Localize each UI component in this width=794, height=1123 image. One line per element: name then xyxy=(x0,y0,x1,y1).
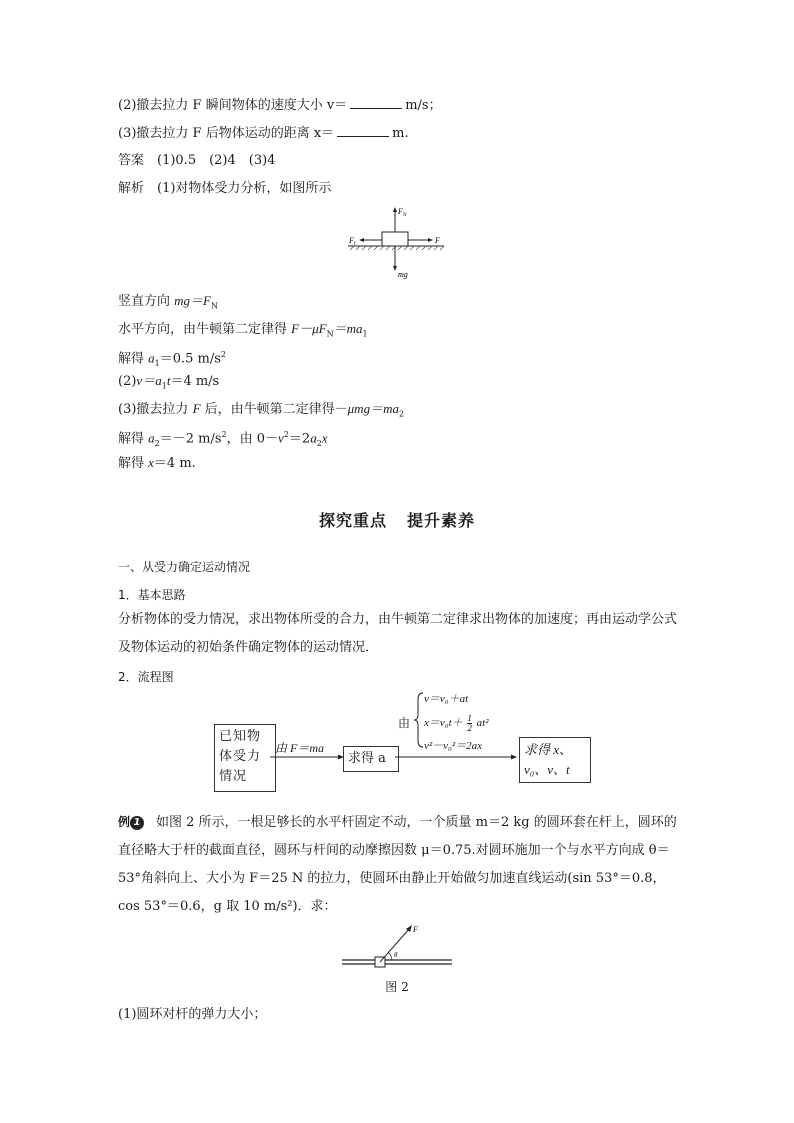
step-text: (3)撤去拉力 xyxy=(118,402,193,417)
fraction-num: 1 xyxy=(467,713,472,723)
step-6 xyxy=(118,426,328,453)
step-math: v xyxy=(278,430,284,446)
question-2-text: (2)撤去拉力 F 瞬间物体的速度大小 v＝ xyxy=(118,98,348,113)
step-text: ＝2 xyxy=(288,431,311,447)
step-5 xyxy=(118,400,404,424)
equation-2 xyxy=(424,714,489,733)
question-2-unit: m/s； xyxy=(405,98,442,113)
flow-arrow-1-label xyxy=(275,739,324,757)
basic-idea-paragraph: 分析物体的受力情况，求出物体所受的合力，由牛顿第二定律求出物体的加速度；再由运动学公式及物体运动的初始条件确定物体的运动情况． xyxy=(118,612,678,655)
step-sub: 2 xyxy=(316,438,322,448)
gravity-label: mg xyxy=(398,270,408,279)
step-math: x xyxy=(148,455,154,470)
step-math: －μF xyxy=(299,321,327,336)
flow-box-result-line: 求得 x、 xyxy=(524,742,573,757)
step-math: a xyxy=(148,430,155,446)
flow-box-result-line: v₀、v、t xyxy=(524,762,570,777)
subsection-1-2: 2．流程图 xyxy=(118,670,174,684)
fraction-den: 2 xyxy=(467,723,472,733)
step-4 xyxy=(118,372,219,396)
step-sub: 2 xyxy=(154,438,160,448)
step-text: 水平方向，由牛顿第二定律得 xyxy=(118,322,292,337)
answer-blank xyxy=(350,96,402,109)
example-number-badge: 1 xyxy=(130,816,144,830)
subsection-1: 一、从受力确定运动情况 xyxy=(118,560,251,574)
step-math: t xyxy=(166,373,171,388)
step-sup: 2 xyxy=(220,350,227,359)
step-text: 解得 xyxy=(118,431,149,447)
step-3 xyxy=(118,346,226,373)
step-text: ＝4 m. xyxy=(153,456,196,471)
step-math: v xyxy=(136,373,143,388)
flow-by-label: 由 xyxy=(398,716,411,730)
step-sub: N xyxy=(210,301,218,311)
step-math: a xyxy=(148,350,155,366)
section-title-part: 提升素养 xyxy=(407,511,476,530)
answer-blank xyxy=(337,124,389,137)
equation-1: v＝v₀＋at xyxy=(424,693,469,705)
step-sup: 2 xyxy=(283,430,289,439)
step-math: mg xyxy=(174,293,191,308)
question-3 xyxy=(118,124,409,143)
analysis-intro: 解析 (1)对物体受力分析，如图所示 xyxy=(118,181,332,196)
step-2 xyxy=(118,320,368,344)
step-text: 解得 xyxy=(118,351,149,367)
block xyxy=(382,232,408,246)
flow-box-acceleration xyxy=(343,746,399,772)
figure-2-caption: 图 2 xyxy=(385,980,409,994)
step-text: 后，由牛顿第二定律得－ xyxy=(200,402,348,417)
friction-sub: f xyxy=(354,242,356,247)
example-paragraph xyxy=(118,808,680,921)
equation-2-part: at² xyxy=(476,717,489,730)
subsection-1-1: 1．基本思路 xyxy=(118,588,186,602)
step-sub: 1 xyxy=(161,381,167,391)
flow-box-result xyxy=(519,737,591,783)
step-1 xyxy=(118,292,218,316)
step-math: ＝ma xyxy=(333,321,363,336)
step-sub: 1 xyxy=(154,358,160,368)
equation-2-part: x＝v₀t＋ xyxy=(424,717,463,730)
example-label: 例 xyxy=(118,815,131,829)
step-sub: N xyxy=(326,329,334,339)
step-sub: 2 xyxy=(398,409,405,419)
question-3-text: (3)撤去拉力 F 后物体运动的距离 x＝ xyxy=(118,126,335,141)
equation-3: v²－v₀²＝2ax xyxy=(424,740,483,752)
pull-force-label: F xyxy=(435,236,440,245)
ground-hatch xyxy=(350,246,444,250)
step-text: (2) xyxy=(118,374,137,389)
step-text: ＝4 m/s xyxy=(170,374,220,389)
normal-force-sub: N xyxy=(403,213,407,218)
fraction xyxy=(467,714,472,733)
step-math: F xyxy=(192,401,201,416)
friction-label: F xyxy=(349,236,354,245)
angle-label: θ xyxy=(394,951,398,959)
normal-force-label: F xyxy=(398,207,403,216)
step-math: ＝ma xyxy=(370,401,399,416)
force-diagram xyxy=(340,200,450,285)
example-text: 如图 2 所示，一根足够长的水平杆固定不动，一个质量 m＝2 kg 的圆环套在杆上，圆环的直径略大于杆的截面直径，圆环与杆间的动摩擦因数 μ＝0.75.对圆环施加一个与水平方向成 θ＝53°角斜向上、大小为 F＝25 N 的拉力，使圆环由静止开始做匀加速直线运动(sin 53°＝0.8，cos 53°＝0.6，g 取 10 m/s²)．求： xyxy=(118,815,677,914)
answer-line: 答案 (1)0.5 (2)4 (3)4 xyxy=(118,153,276,168)
step-math: F xyxy=(291,321,300,336)
flow-box-known-forces: 已知物体受力情况 xyxy=(214,724,276,792)
step-text: ，由 0－ xyxy=(226,431,279,447)
step-math: ＝a xyxy=(142,373,162,388)
step-math: a xyxy=(310,430,317,446)
step-sub: 1 xyxy=(362,329,368,339)
question-1: (1)圆环对杆的弹力大小； xyxy=(118,1007,267,1022)
step-sup: 2 xyxy=(221,430,227,439)
step-text: ＝0.5 m/s xyxy=(159,351,221,367)
ring-rod-figure xyxy=(340,920,455,972)
step-text: 解得 xyxy=(118,456,149,471)
flow-box-acceleration-text: 求得 a xyxy=(348,751,386,766)
step-math: μmg xyxy=(347,401,371,416)
step-text: 竖直方向 xyxy=(118,294,175,309)
step-math: x xyxy=(321,430,328,446)
force-label: F xyxy=(413,925,418,934)
step-7 xyxy=(118,454,196,473)
question-2 xyxy=(118,96,442,115)
question-3-unit: m. xyxy=(392,126,409,141)
step-text: ＝－2 m/s xyxy=(159,431,222,447)
section-title xyxy=(0,508,794,531)
step-math: ＝F xyxy=(190,293,211,308)
angle-arc xyxy=(388,952,392,960)
section-title-part: 探究重点 xyxy=(318,511,387,530)
flow-arrow-label-text: 由 F＝ma xyxy=(275,741,324,755)
